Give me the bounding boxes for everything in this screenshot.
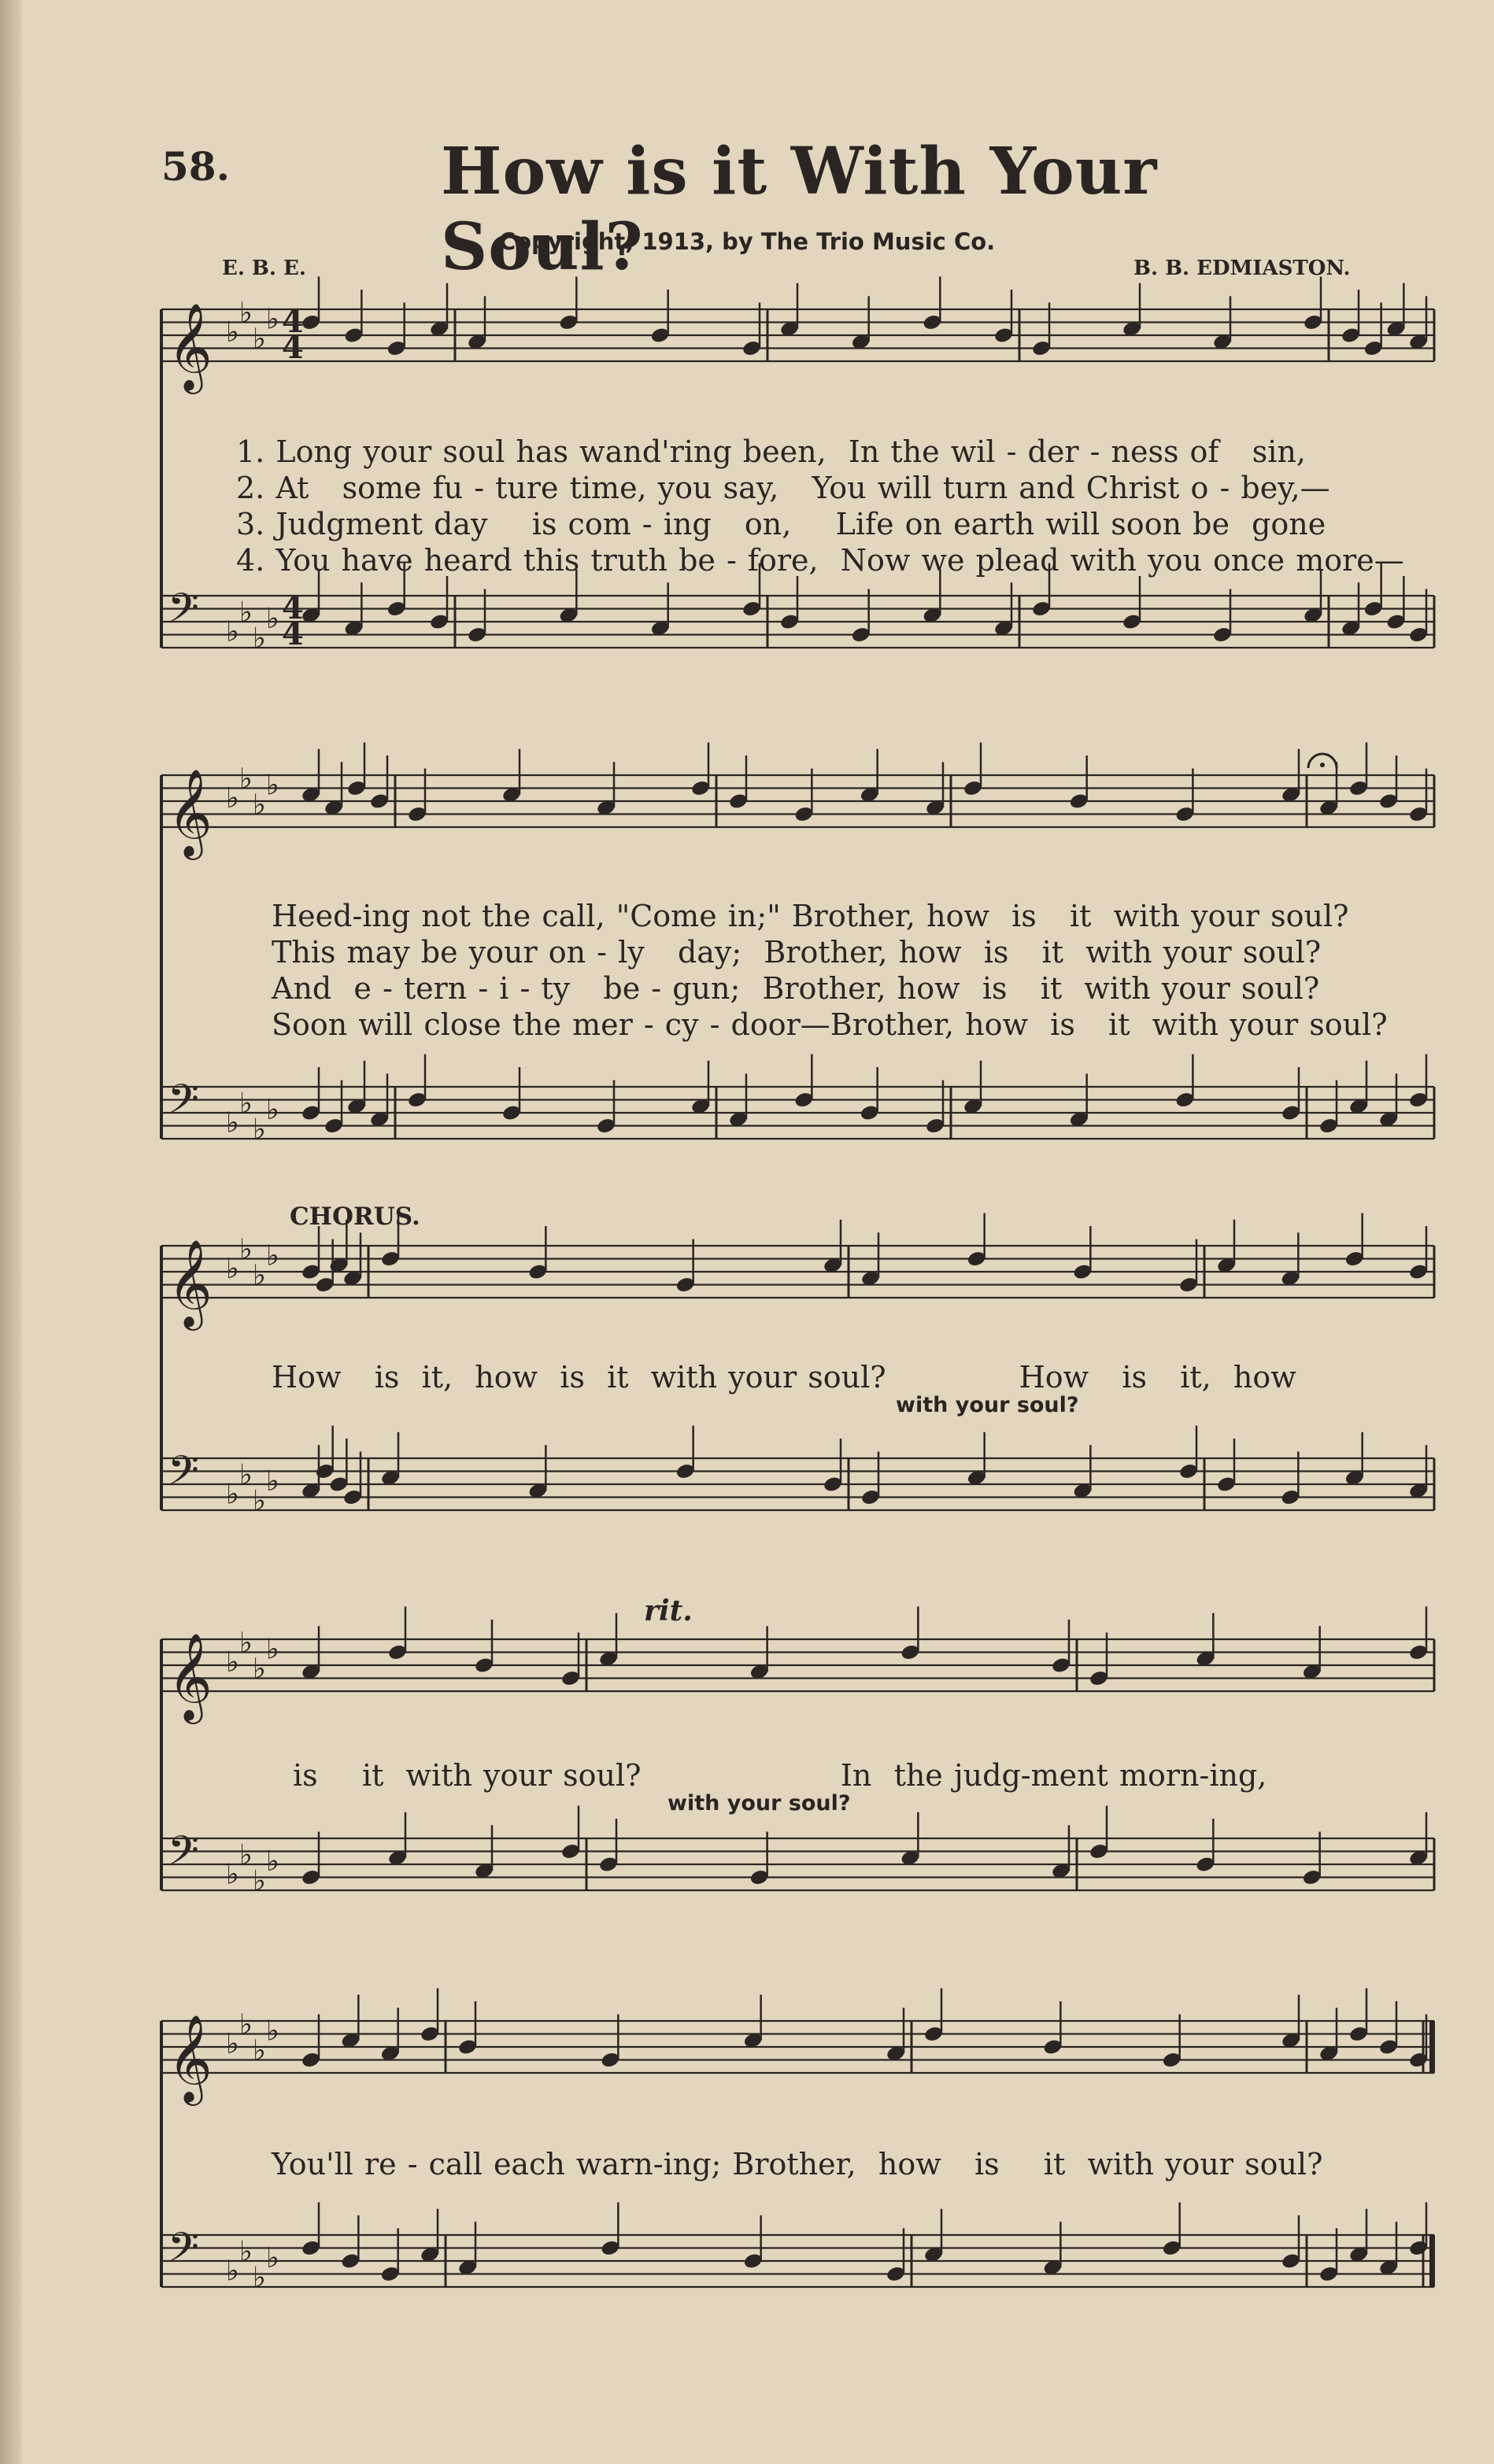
flat-sign-icon: ♭ [226,1646,239,1679]
flat-sign-icon: ♭ [239,297,253,330]
verse-line-2: 2. At some fu - ture time, you say, You will turn and Christ o - bey,— [236,471,1330,505]
hymn-number: 58. [161,143,230,190]
chorus-line-3: You'll re - call each warn-ing; Brother, how is it with your soul? [272,2147,1323,2181]
verse-line-4: 4. You have heard this truth be - fore, Now we plead with you once more— [236,543,1404,578]
time-signature-digit: 4 [282,303,304,340]
fermata-dot [1320,763,1325,767]
chorus-line-1: How is it, how is it with your soul? How is it, how [272,1360,1296,1395]
flat-sign-icon: ♭ [226,615,239,648]
treble-clef-icon: 𝄞 [168,1239,213,1327]
flat-sign-icon: ♭ [266,303,279,336]
flat-sign-icon: ♭ [239,2235,253,2268]
ritardando-marking: rit. [644,1594,693,1627]
music-credit: B. B. EDMIASTON. [1133,257,1351,280]
flat-sign-icon: ♭ [226,1253,239,1285]
flat-sign-icon: ♭ [226,1478,239,1511]
flat-sign-icon: ♭ [226,1858,239,1891]
treble-clef-icon: 𝄞 [168,768,213,856]
bass-clef-icon: 𝄢 [168,1446,199,1504]
flat-sign-icon: ♭ [266,1465,279,1498]
flat-sign-icon: ♭ [239,2008,253,2041]
flat-sign-icon: ♭ [239,596,253,629]
treble-clef-icon: 𝄞 [168,2014,213,2102]
flat-sign-icon: ♭ [239,1233,253,1266]
flat-sign-icon: ♭ [226,2028,239,2060]
time-signature-digit: 4 [282,615,304,652]
chorus-cue-1: with your soul? [896,1393,1079,1417]
flat-sign-icon: ♭ [239,1627,253,1660]
flat-sign-icon: ♭ [266,2015,279,2048]
copyright-notice: Copyright, 1913, by The Trio Music Co. [498,228,996,255]
words-credit: E. B. E. [222,257,306,280]
refrain-line-4: Soon will close the mer - cy - door—Brother, how is it with your soul? [272,1007,1388,1042]
flat-sign-icon: ♭ [226,316,239,349]
flat-sign-icon: ♭ [226,782,239,815]
staff-systems [161,277,1435,2294]
flat-sign-icon: ♭ [253,2261,266,2294]
flat-sign-icon: ♭ [253,2034,266,2067]
flat-sign-icon: ♭ [253,789,266,822]
flat-sign-icon: ♭ [239,763,253,796]
bass-clef-icon: 𝄢 [168,2222,199,2281]
refrain-line-3: And e - tern - i - ty be - gun; Brother, how is it with your soul? [272,971,1320,1006]
treble-clef-icon: 𝄞 [168,1632,213,1720]
flat-sign-icon: ♭ [226,1106,239,1140]
chorus-line-2: is it with your soul? In the judg-ment morn-ing, [293,1758,1267,1793]
refrain-line-2: This may be your on - ly day; Brother, how is it with your soul? [272,935,1322,970]
final-bar-line [1429,2235,1435,2287]
flat-sign-icon: ♭ [266,1633,279,1666]
flat-sign-icon: ♭ [253,1864,266,1897]
flat-sign-icon: ♭ [266,603,279,635]
bass-clef-icon: 𝄢 [168,1826,199,1884]
bass-clef-icon: 𝄢 [168,583,199,641]
flat-sign-icon: ♭ [253,1113,266,1146]
flat-sign-icon: ♭ [266,769,279,802]
flat-sign-icon: ♭ [239,1458,253,1491]
chorus-label: CHORUS. [290,1202,420,1231]
flat-sign-icon: ♭ [266,1094,279,1126]
time-signature-digit: 4 [282,589,304,626]
hymn-title: How is it With Your Soul? [441,134,1158,285]
flat-sign-icon: ♭ [253,1653,266,1686]
flat-sign-icon: ♭ [266,1239,279,1273]
flat-sign-icon: ♭ [239,1838,253,1871]
verse-line-1: 1. Long your soul has wand'ring been, In the wil - der - ness of sin, [236,434,1306,469]
flat-sign-icon: ♭ [253,622,266,655]
final-bar-line [1429,2021,1435,2073]
verse-line-3: 3. Judgment day is com - ing on, Life on earth will soon be gone [236,507,1326,541]
refrain-line-1: Heed-ing not the call, "Come in;" Brother, how is it with your soul? [272,899,1349,933]
treble-clef-icon: 𝄞 [168,302,213,390]
chorus-cue-2: with your soul? [667,1791,851,1816]
flat-sign-icon: ♭ [253,1484,266,1517]
flat-sign-icon: ♭ [253,1259,266,1292]
flat-sign-icon: ♭ [239,1087,253,1120]
flat-sign-icon: ♭ [266,1845,279,1878]
time-signature-digit: 4 [282,329,304,366]
flat-sign-icon: ♭ [266,2242,279,2274]
flat-sign-icon: ♭ [253,323,266,356]
flat-sign-icon: ♭ [226,2255,239,2288]
bass-clef-icon: 𝄢 [168,1074,199,1132]
